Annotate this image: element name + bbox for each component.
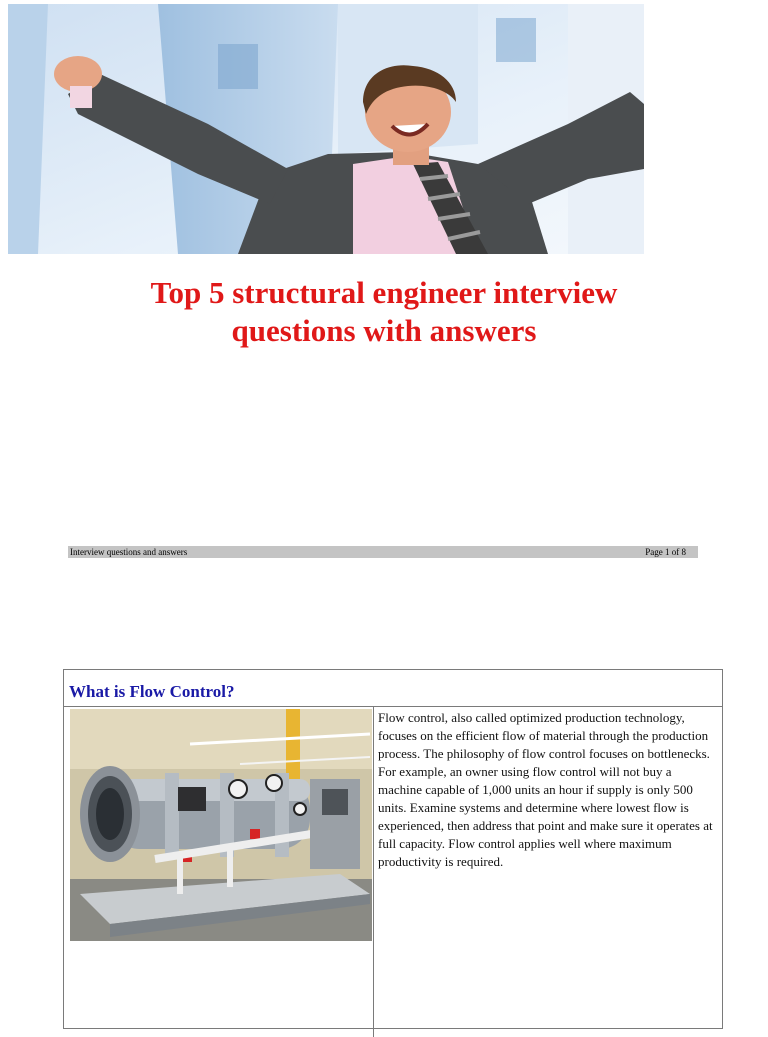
document-title (40, 274, 728, 350)
hero-photo-celebrating-businessman (8, 4, 644, 254)
title-line-2: questions with answers (231, 313, 537, 348)
title-line-1: Top 5 structural engineer interview (150, 275, 618, 310)
qa-heading-row (64, 670, 722, 707)
answer-text: Flow control, also called optimized production technology, focuses on the efficient flow of material through the production process. The philosophy of flow control focuses on bottlenecks. For example, an owner using flow control will not buy a machine capable of 1,000 units an hour if supply is only 500 units. Examine systems and determine where lowest flow is experienced, then address that point and make sure it operates at full capacity. Flow control applies well where maximum productivity is required. (378, 710, 713, 869)
page-footer-bar (68, 546, 698, 558)
footer-document-label: Interview questions and answers (70, 547, 188, 557)
industrial-flow-equipment-photo (70, 709, 372, 941)
footer-page-number: Page 1 of 8 (645, 547, 686, 557)
question-heading: What is Flow Control? (69, 682, 235, 701)
column-divider (373, 707, 374, 1037)
qa-table (63, 669, 723, 1029)
